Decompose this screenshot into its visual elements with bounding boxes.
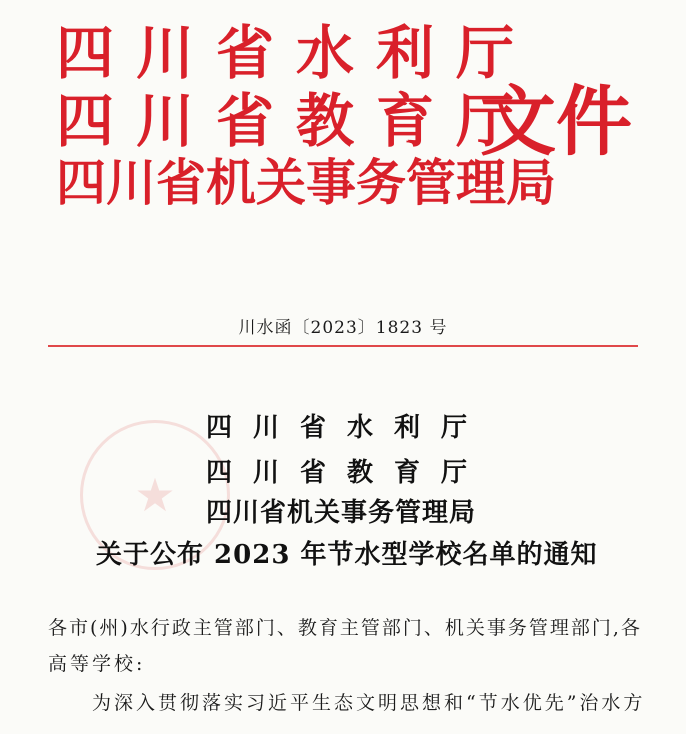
title-agency-water: 四川省水利厅 (206, 413, 489, 443)
document-number: 川水函〔2023〕1823 号 (238, 318, 448, 338)
red-letterhead (0, 0, 686, 230)
document-title: 关于公布 2023 年节水型学校名单的通知 (96, 540, 598, 570)
title-agency-education: 四川省教育厅 (206, 458, 489, 488)
addressee-line: 高等学校: (48, 653, 146, 675)
letterhead-agency-education: 四川省教育厅 (56, 87, 537, 155)
letterhead-wenjian: 文件 (480, 77, 632, 166)
addressee-line: 各市(州)水行政主管部门、教育主管部门、机关事务管理部门,各 (48, 617, 642, 639)
letterhead-agency-water: 四川省水利厅 (56, 19, 537, 87)
red-divider-line (48, 345, 638, 347)
seal-star-icon: ★ (134, 468, 176, 522)
title-agency-affairs: 四川省机关事务管理局 (206, 498, 477, 528)
body-paragraph: 为深入贯彻落实习近平生态文明思想和“节水优先”治水方 (92, 692, 646, 714)
letterhead-agency-affairs: 四川省机关事务管理局 (56, 153, 556, 212)
